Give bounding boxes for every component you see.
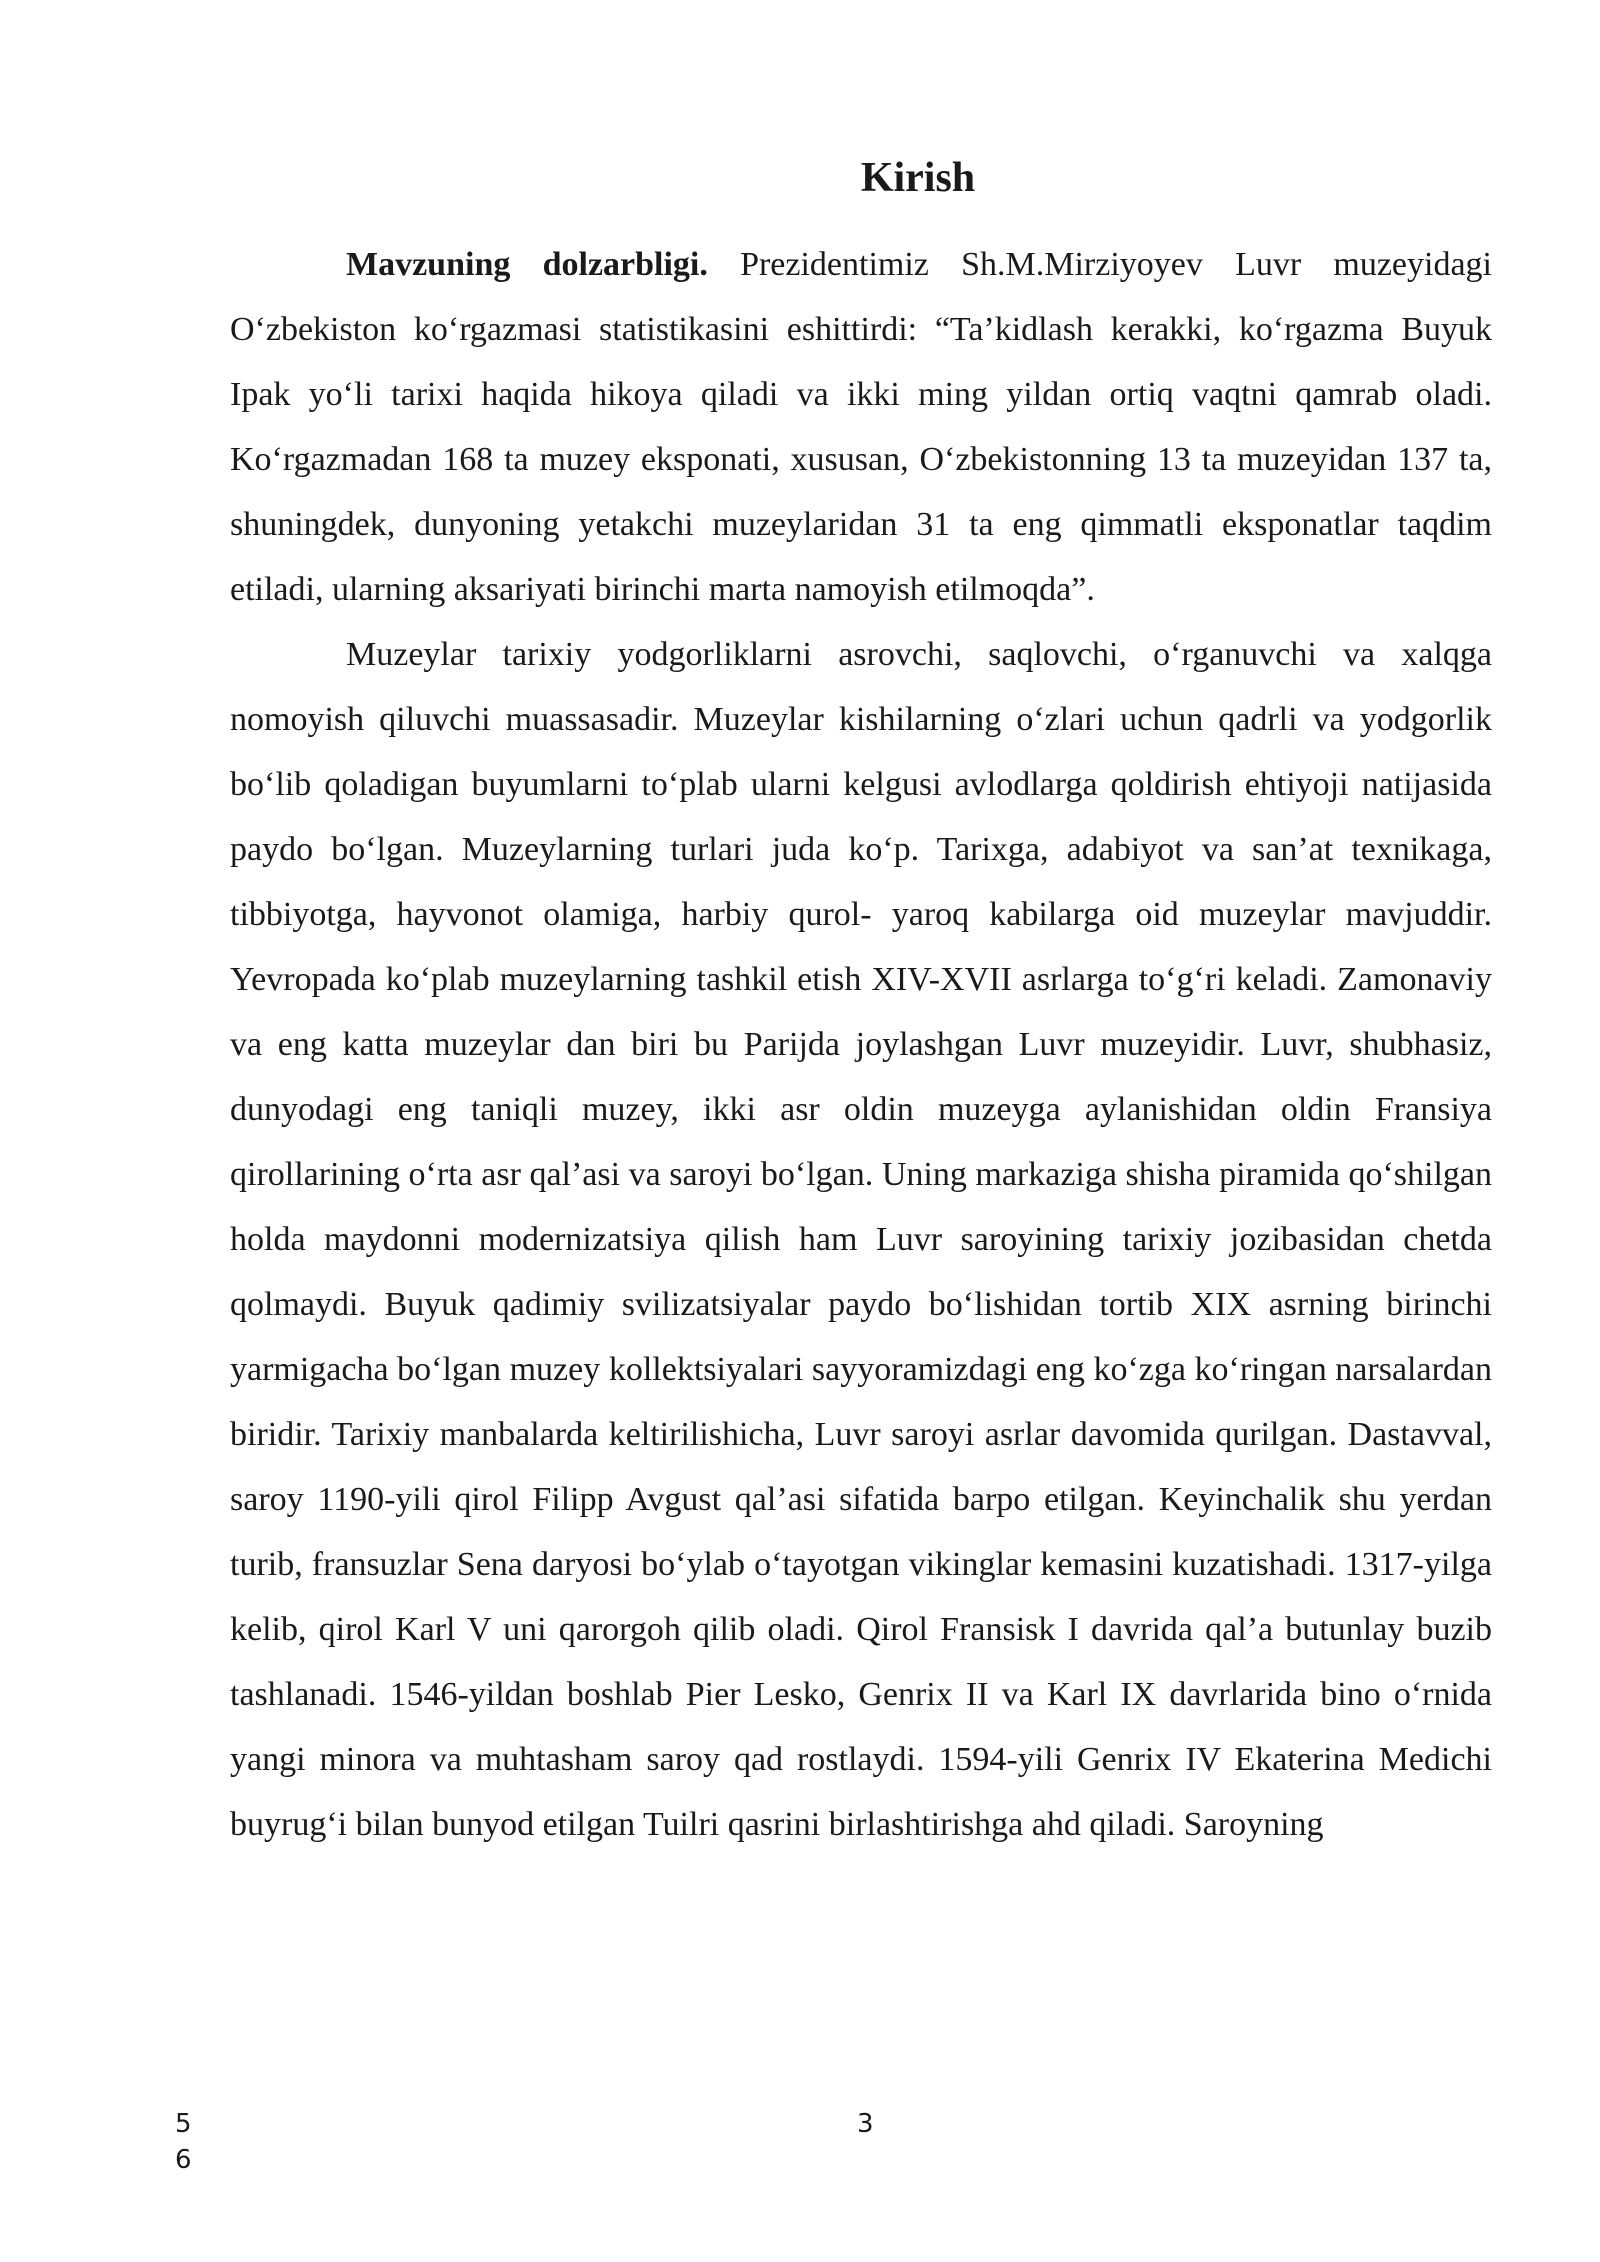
paragraph-1-text: Prezidentimiz Sh.M.Mirziyoyev Luvr muzeyidagi O‘zbekiston ko‘rgazmasi statistikasini eshittirdi: “Ta’kidlash kerakki, ko‘rgazma Buyuk Ipak yo‘li tarixi haqida hikoya qiladi va ikki ming yildan ortiq vaqtni qamrab oladi. Ko‘rgazmadan 168 ta muzey eksponati, xususan, O‘zbekistonning 13 ta muzeyidan 137 ta, shuningdek, dunyoning yetakchi muzeylaridan 31 ta eng qimmatli eksponatlar taqdim etiladi, ularning aksariyati birinchi marta namoyish etilmoqda”. [230, 246, 1493, 608]
page-number: 3 [857, 2109, 874, 2139]
paragraph-2: Muzeylar tarixiy yodgorliklarni asrovchi, saqlovchi, o‘rganuvchi va xalqga nomoyish qiluvchi muassasadir. Muzeylar kishilarning o‘zlari uchun qadrli va yodgorlik bo‘lib qoladigan buyumlarni to‘plab ularni kelgusi avlodlarga qoldirish ehtiyoji natijasida paydo bo‘lgan. Muzeylarning turlari juda ko‘p. Tarixga, adabiyot va san’at texnikaga, tibbiyotga, hayvonot olamiga, harbiy qurol- yaroq kabilarga oid muzeylar mavjuddir. Yevropada ko‘plab muzeylarning tashkil etish XIV-XVII asrlarga to‘g‘ri keladi. Zamonaviy va eng katta muzeylar dan biri bu Parijda joylashgan Luvr muzeyidir. Luvr, shubhasiz, dunyodagi eng taniqli muzey, ikki asr oldin muzeyga aylanishidan oldin Fransiya qirollarining o‘rta asr qal’asi va saroyi bo‘lgan. Uning markaziga shisha piramida qo‘shilgan holda maydonni modernizatsiya qilish ham Luvr saroyining tarixiy jozibasidan chetda qolmaydi. Buyuk qadimiy svilizatsiyalar paydo bo‘lishidan tortib XIX asrning birinchi yarmigacha bo‘lgan muzey kollektsiyalari sayyoramizdagi eng ko‘zga ko‘ringan narsalardan biridir. Tarixiy manbalarda keltirilishicha, Luvr saroyi asrlar davomida qurilgan. Dastavval, saroy 1190-yili qirol Filipp Avgust qal’asi sifatida barpo etilgan. Keyinchalik shu yerdan turib, fransuzlar Sena daryosi bo‘ylab o‘tayotgan vikinglar kemasini kuzatishadi. 1317-yilga kelib, qirol Karl V uni qarorgoh qilib oladi. Qirol Fransisk I davrida qal’a butunlay buzib tashlanadi. 1546-yildan boshlab Pier Lesko, Genrix II va Karl IX davrlarida bino o‘rnida yangi minora va muhtasham saroy qad rostlaydi. 1594-yili Genrix IV Ekaterina Medichi buyrug‘i bilan bunyod etilgan Tuilri qasrini birlashtirishga ahd qiladi. Saroyning [230, 636, 1492, 1843]
body-text [230, 232, 1492, 1857]
margin-number-2: 6 [175, 2145, 192, 2175]
margin-number-1: 5 [175, 2109, 192, 2139]
paragraph-1 [230, 232, 1492, 622]
page-title: Kirish [860, 155, 976, 201]
paragraph-lead: Mavzuning dolzarbligi. [346, 246, 708, 283]
